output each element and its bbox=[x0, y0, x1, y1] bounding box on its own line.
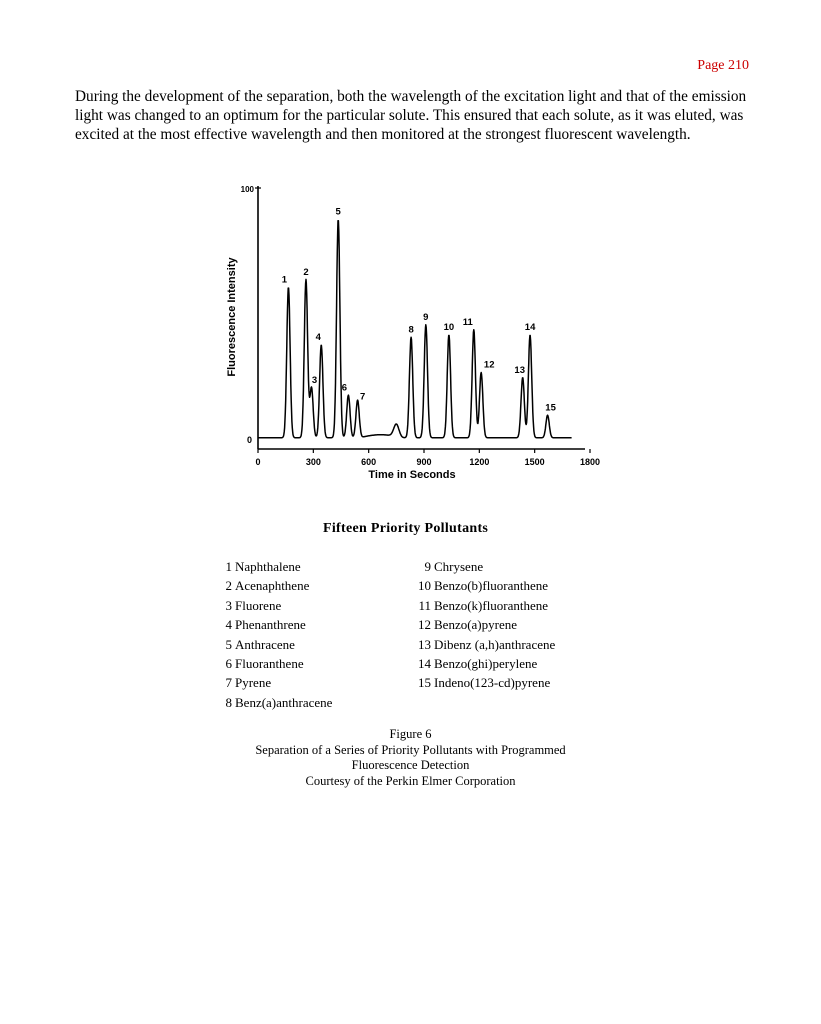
peak-label: 9 bbox=[423, 312, 429, 324]
peak-label: 5 bbox=[335, 206, 341, 218]
legend-item bbox=[219, 673, 332, 692]
legend-item bbox=[418, 596, 555, 615]
figure-title-line2: Fluorescence Detection bbox=[351, 758, 470, 772]
peak-label: 15 bbox=[545, 402, 556, 414]
legend-item-name: Phenanthrene bbox=[235, 617, 306, 633]
figure-credit: Courtesy of the Perkin Elmer Corporation bbox=[305, 773, 516, 788]
legend-item-name: Anthracene bbox=[235, 636, 295, 652]
y-tick-label: 0 bbox=[246, 435, 252, 445]
peak-label: 1 bbox=[281, 274, 288, 286]
legend-item-number: 4 bbox=[225, 617, 232, 633]
legend-right-column bbox=[418, 557, 555, 693]
intro-paragraph: During the development of the separation, both the wavelength of the excitation light and that of the emission light was changed to an optimum for the particular solute. This ensured that each solute, as it was eluted, was excited at the most effective wavelength and then monitored at the strongest fluorescent wavelength. bbox=[75, 88, 747, 143]
legend-item bbox=[219, 596, 332, 615]
peak-label: 12 bbox=[483, 359, 495, 371]
x-tick-label: 1800 bbox=[579, 457, 601, 467]
legend-item-name: Chrysene bbox=[434, 559, 484, 574]
legend-item bbox=[418, 635, 555, 654]
legend-item-name: Benzo(k)fluoranthene bbox=[434, 597, 549, 613]
legend-item-number: 8 bbox=[225, 694, 232, 710]
legend-item-name: Fluoranthene bbox=[235, 656, 304, 672]
x-tick-label: 900 bbox=[416, 457, 432, 467]
peak-label: 11 bbox=[462, 317, 473, 329]
legend-item bbox=[418, 673, 555, 692]
legend-item bbox=[219, 635, 332, 654]
legend-item bbox=[418, 654, 555, 673]
x-tick-label: 1500 bbox=[524, 457, 545, 467]
legend-item-name: Benz(a)anthracene bbox=[235, 694, 333, 710]
legend-item-name: Pyrene bbox=[235, 675, 272, 691]
legend-item-number: 14 bbox=[418, 656, 431, 672]
x-tick-label: 300 bbox=[305, 457, 321, 467]
legend-item-number: 15 bbox=[418, 675, 431, 691]
figure-caption bbox=[0, 727, 821, 789]
legend-left-column bbox=[219, 557, 332, 712]
legend-item-number: 10 bbox=[418, 578, 431, 594]
peak-label: 14 bbox=[524, 322, 536, 334]
peak-label: 3 bbox=[311, 374, 318, 386]
legend-item-number: 11 bbox=[418, 597, 431, 613]
legend-item-name: Benzo(b)fluoranthene bbox=[434, 578, 549, 594]
chromatogram-chart bbox=[205, 180, 605, 490]
legend-item bbox=[219, 557, 332, 576]
peak-label: 6 bbox=[341, 382, 348, 394]
y-axis-label: Fluorescence Intensity bbox=[226, 257, 238, 377]
legend-item-number: 12 bbox=[418, 617, 431, 633]
x-tick-label: 0 bbox=[255, 457, 261, 467]
peak-label: 8 bbox=[408, 324, 414, 336]
x-axis-label: Time in Seconds bbox=[368, 469, 456, 481]
legend-item bbox=[219, 654, 332, 673]
legend-item bbox=[418, 557, 555, 576]
legend-item-number: 5 bbox=[225, 636, 232, 652]
legend-item bbox=[418, 576, 555, 595]
figure-title-line1: Separation of a Series of Priority Pollutants with Programmed bbox=[255, 742, 566, 757]
legend-item-number: 13 bbox=[418, 636, 431, 652]
x-axis-ticks bbox=[255, 449, 600, 467]
legend-item-name: Benzo(a)pyrene bbox=[434, 617, 518, 633]
peak-label: 13 bbox=[514, 364, 525, 376]
figure-number: Figure 6 bbox=[389, 727, 432, 741]
legend-item-name: Dibenz (a,h)anthracene bbox=[434, 636, 556, 652]
peak-label: 2 bbox=[303, 266, 309, 278]
legend-item-name: Acenaphthene bbox=[235, 578, 310, 594]
legend-title: Fifteen Priority Pollutants bbox=[323, 521, 489, 536]
legend-item-name: Indeno(123-cd)pyrene bbox=[434, 675, 551, 691]
legend-item bbox=[219, 615, 332, 634]
legend-item-name: Naphthalene bbox=[235, 559, 301, 574]
page-number: Page 210 bbox=[697, 58, 749, 73]
legend-item-number: 2 bbox=[225, 578, 232, 594]
x-tick-label: 1200 bbox=[469, 457, 490, 467]
peak-label: 7 bbox=[359, 391, 366, 403]
legend-item-number: 1 bbox=[225, 559, 232, 574]
y-tick-label: 100 bbox=[240, 185, 254, 194]
legend-item bbox=[219, 693, 332, 712]
legend-item-number: 6 bbox=[225, 656, 232, 672]
legend-item-name: Benzo(ghi)perylene bbox=[434, 656, 538, 672]
legend-item-number: 9 bbox=[424, 559, 431, 574]
peak-label: 4 bbox=[315, 332, 321, 344]
legend-item-number: 3 bbox=[225, 597, 232, 613]
legend-item-number: 7 bbox=[225, 675, 232, 691]
legend-item bbox=[219, 576, 332, 595]
legend-item bbox=[418, 615, 555, 634]
x-tick-label: 600 bbox=[361, 457, 377, 467]
peak-label: 10 bbox=[443, 322, 455, 334]
legend-item-name: Fluorene bbox=[235, 597, 282, 613]
